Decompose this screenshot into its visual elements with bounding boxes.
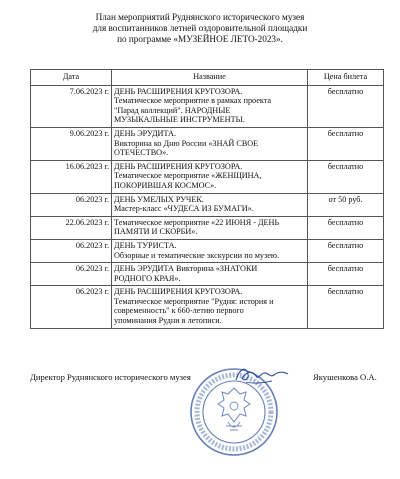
column-header-name: Название	[112, 70, 308, 86]
event-date: 06.2023 г.	[31, 263, 112, 286]
column-header-date: Дата	[31, 70, 112, 86]
event-name-line: Тематическое мероприятие в рамках проекта	[114, 96, 272, 106]
event-date: 9.06.2023 г.	[31, 127, 112, 160]
event-name-line: Тематическое мероприятие "Рудня: история и	[114, 296, 274, 306]
event-name	[112, 160, 308, 193]
event-name-line: ДЕНЬ ТУРИСТА.	[114, 240, 177, 250]
table-row	[31, 286, 384, 328]
column-header-price: Цена билета	[308, 70, 384, 86]
event-name-line: ДЕНЬ ЭРУДИТА.	[114, 128, 177, 138]
director-title: Директор Руднянского исторического музея	[30, 372, 191, 382]
event-name-line: ДЕНЬ РАСШИРЕНИЯ КРУГОЗОРА.	[114, 161, 243, 171]
ticket-price: бесплатно	[308, 160, 384, 193]
event-name-line: МУЗЫКАЛЬНЫЕ ИНСТРУМЕНТЫ.	[114, 115, 245, 125]
event-name-line: РОДНОГО КРАЯ».	[114, 273, 181, 283]
event-name-line: ДЕНЬ РАСШИРЕНИЯ КРУГОЗОРА.	[114, 86, 243, 96]
event-name-line: ДЕНЬ УМЕЛЫХ РУЧЕК.	[114, 194, 204, 204]
event-name-line: ДЕНЬ РАСШИРЕНИЯ КРУГОЗОРА.	[114, 287, 243, 297]
event-name-line: ПОКОРИВШАЯ КОСМОС».	[114, 180, 217, 190]
event-name	[112, 127, 308, 160]
event-name-line: упоминания Рудни в летописи.	[114, 316, 222, 326]
ticket-price: бесплатно	[308, 263, 384, 286]
event-name-line: Обзорные и тематические экскурсии по музею.	[114, 250, 280, 260]
event-name-line: Тематическое мероприятие «ЖЕНЩИНА,	[114, 171, 262, 181]
title-line-3: по программе «МУЗЕЙНОЕ ЛЕТО-2023».	[117, 33, 283, 44]
event-name	[112, 85, 308, 127]
table-row	[31, 216, 384, 239]
event-name	[112, 216, 308, 239]
director-name: Якушенкова О.А.	[313, 372, 377, 382]
event-name-line: ДЕНЬ ЭРУДИТА Викторина «ЗНАТОКИ	[114, 264, 258, 274]
document-title	[0, 12, 400, 44]
table-row	[31, 85, 384, 127]
events-table	[30, 69, 384, 329]
event-name-line: Викторина ко Дню России «ЗНАЙ СВОЕ	[114, 138, 259, 148]
table-header-row	[31, 70, 384, 86]
title-line-2: для воспитанников летней оздоровительной площадки	[92, 22, 308, 33]
ticket-price: бесплатно	[308, 239, 384, 262]
event-date: 06.2023 г.	[31, 193, 112, 216]
event-date: 7.06.2023 г.	[31, 85, 112, 127]
table-row	[31, 263, 384, 286]
event-date: 06.2023 г.	[31, 239, 112, 262]
ticket-price: бесплатно	[308, 216, 384, 239]
event-name-line: современность" к 660-летию первого	[114, 306, 244, 316]
event-name	[112, 193, 308, 216]
table-row	[31, 193, 384, 216]
ticket-price: бесплатно	[308, 85, 384, 127]
ticket-price: бесплатно	[308, 286, 384, 328]
event-name-line: Мастер-класс «ЧУДЕСА ИЗ БУМАГИ».	[114, 204, 254, 214]
event-name	[112, 286, 308, 328]
title-line-1: План мероприятий Руднянского исторического музея	[95, 12, 305, 22]
table-row	[31, 160, 384, 193]
event-name-line: ОТЕЧЕСТВО».	[114, 148, 169, 158]
table-row	[31, 239, 384, 262]
event-name-line: "Парад коллекций". НАРОДНЫЕ	[114, 105, 231, 115]
director-signature	[232, 362, 292, 388]
event-name	[112, 263, 308, 286]
event-date: 22.06.2023 г.	[31, 216, 112, 239]
event-name	[112, 239, 308, 262]
ticket-price: бесплатно	[308, 127, 384, 160]
event-name-line: Тематическое мероприятие «22 ИЮНЯ - ДЕНЬ	[114, 217, 280, 227]
event-date: 16.06.2023 г.	[31, 160, 112, 193]
ticket-price: от 50 руб.	[308, 193, 384, 216]
event-name-line: ПАМЯТИ И СКОРБИ».	[114, 227, 198, 237]
event-date: 06.2023 г.	[31, 286, 112, 328]
table-row	[31, 127, 384, 160]
